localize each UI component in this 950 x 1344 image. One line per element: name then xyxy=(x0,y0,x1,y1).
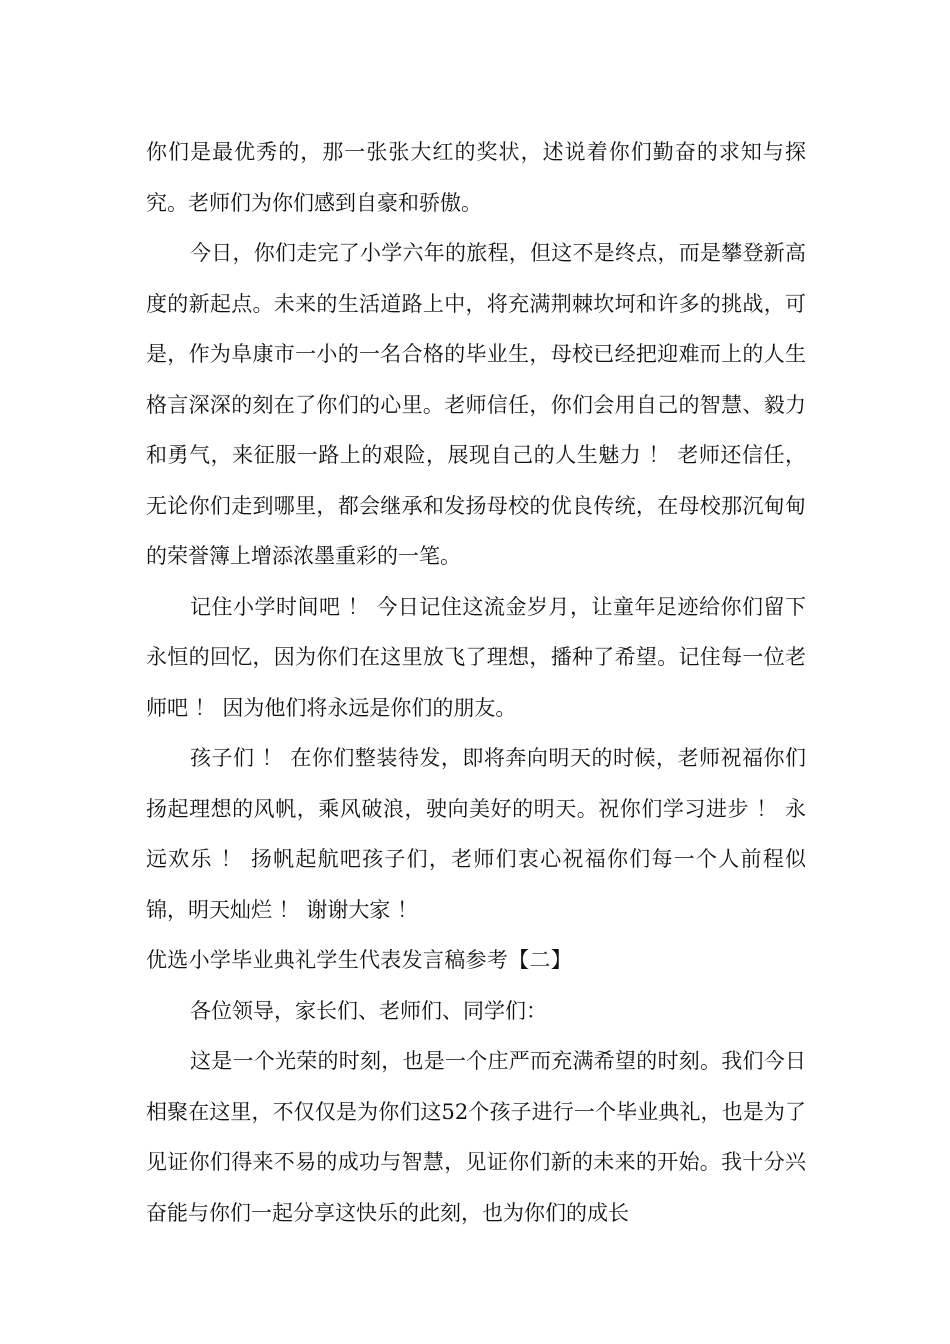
paragraph-1: 你们是最优秀的，那一张张大红的奖状，述说着你们勤奋的求知与探究。老师们为你们感到自豪和骄傲。 xyxy=(146,140,806,215)
paragraph-2: 今日，你们走完了小学六年的旅程，但这不是终点，而是攀登新高度的新起点。未来的生活道路上中，将充满荆棘坎坷和许多的挑战，可是，作为阜康市一小的一名合格的毕业生，母校已经把迎难而上的人生格言深深的刻在了你们的心里。老师信任，你们会用自己的智慧、毅力和勇气，来征服一路上的艰险，展现自己的人生魅力 ！ 老师还信任，无论你们走到哪里，都会继承和发扬母校的优良传统，在母校那沉甸甸的荣誉簿上增添浓墨重彩的一笔。 xyxy=(146,241,806,568)
paragraph-3: 记住小学时间吧 ！ 今日记住这流金岁月，让童年足迹给你们留下永恒的回忆，因为你们在这里放飞了理想，播种了希望。记住每一位老师吧 ！ 因为他们将永远是你们的朋友。 xyxy=(146,594,806,720)
section-heading: 优选小学毕业典礼学生代表发言稿参考【二】 xyxy=(146,948,572,972)
paragraph-4: 孩子们 ！ 在你们整装待发，即将奔向明天的时候，老师祝福你们扬起理想的风帆，乘风破浪，驶向美好的明天。祝你们学习进步 ！ 永远欢乐 ！ 扬帆起航吧孩子们，老师们衷心祝福你们每一个人前程似锦，明天灿烂 ！ 谢谢大家 ！ xyxy=(146,746,806,922)
document-body xyxy=(146,127,806,1238)
paragraph-5: 这是一个光荣的时刻，也是一个庄严而充满希望的时刻。我们今日相聚在这里，不仅仅是为你们这52个孩子进行一个毕业典礼，也是为了见证你们得来不易的成功与智慧，见证你们新的未来的开始。我十分兴奋能与你们一起分享这快乐的此刻，也为你们的成长 xyxy=(146,1049,806,1225)
salutation: 各位领导，家长们、老师们、同学们： xyxy=(190,998,547,1023)
